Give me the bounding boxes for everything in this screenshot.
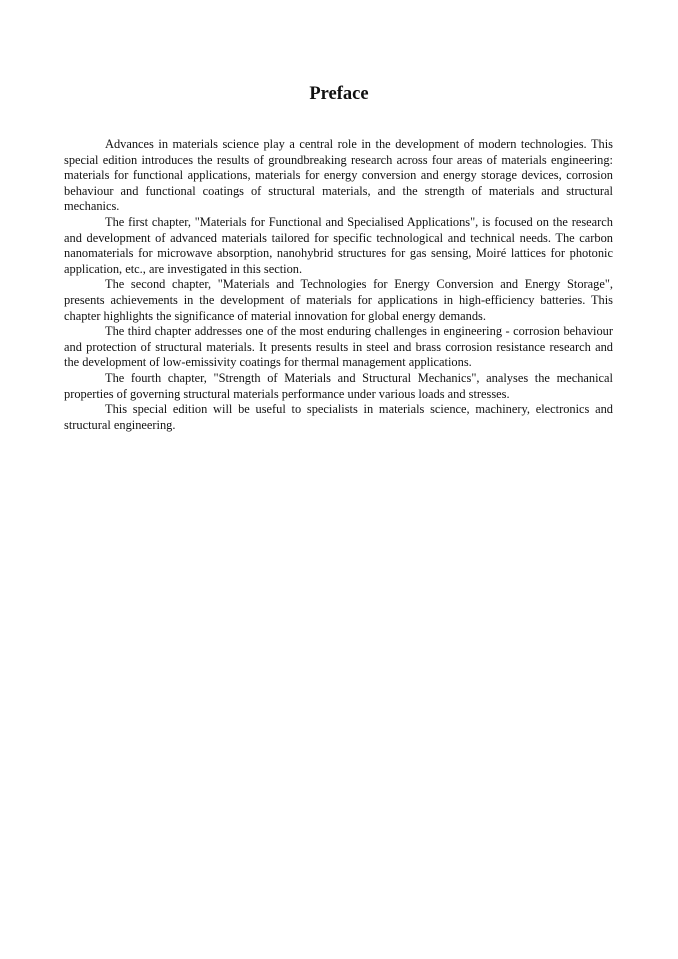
paragraph-audience: This special edition will be useful to specialists in materials science, machinery, electronics and structural engineering. [64,402,613,432]
paragraph-chapter-two: The second chapter, "Materials and Technologies for Energy Conversion and Energy Storage", presents achievements in the development of materials for applications in high-efficiency batteries. This chapter highlights the significance of material innovation for global energy demands. [64,277,613,323]
paragraph-chapter-three: The third chapter addresses one of the most enduring challenges in engineering - corrosion behaviour and protection of structural materials. It presents results in steel and brass corrosion resistance research and the development of low-emissivity coatings for thermal management applications. [64,324,613,370]
paragraph-chapter-four: The fourth chapter, "Strength of Materials and Structural Mechanics", analyses the mechanical properties of governing structural materials performance under various loads and stresses. [64,370,613,401]
preface-body [64,137,613,433]
page-title: Preface [309,84,369,104]
paragraph-intro: Advances in materials science play a central role in the development of modern technologies. This special edition introduces the results of groundbreaking research across four areas of materials engineering: materials for functional applications, materials for energy conversion and energy storage devices, corrosion behaviour and functional coatings of structural materials, and the strength of materials and structural mechanics. [64,137,613,214]
paragraph-chapter-one: The first chapter, "Materials for Functional and Specialised Applications", is focused on the research and development of advanced materials tailored for specific technological and technical needs. The carbon nanomaterials for microwave absorption, nanohybrid structures for gas sensing, Moiré lattices for photonic application, etc., are investigated in this section. [64,214,613,276]
